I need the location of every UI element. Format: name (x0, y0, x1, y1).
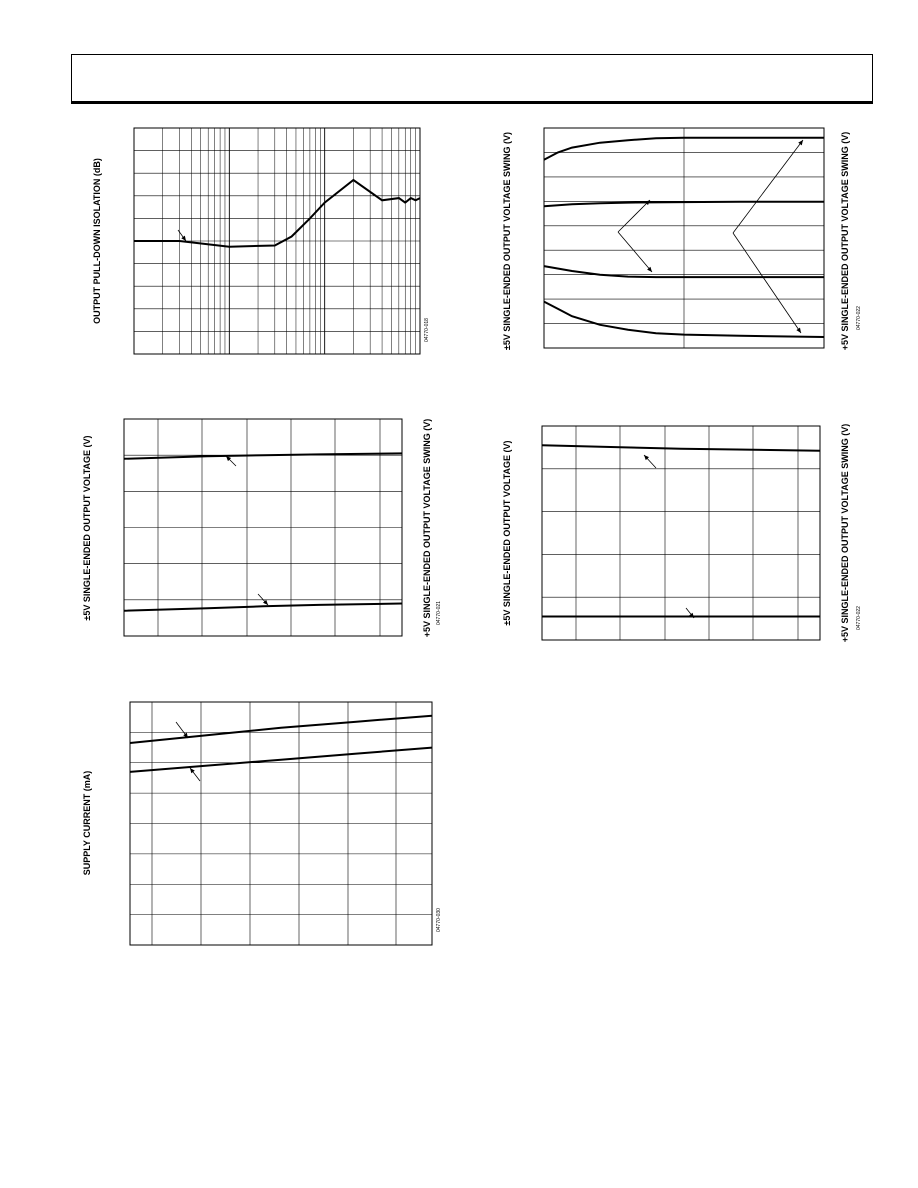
annotation-arrow (733, 140, 803, 233)
annotation-arrow (618, 232, 652, 272)
series-line-1 (134, 180, 420, 247)
annotation-arrow (618, 200, 650, 232)
series-line-2 (130, 748, 432, 772)
annotation-arrowhead (798, 140, 803, 145)
series-line-2 (124, 604, 402, 611)
y-axis-label-right: +5V SINGLE-ENDED OUTPUT VOLTAGE SWING (V) (422, 418, 432, 638)
chart-supply-current (82, 702, 442, 945)
y-axis-label: SUPPLY CURRENT (mA) (82, 770, 92, 876)
figure-id: 04770-018 (424, 318, 430, 342)
y-axis-label: ±5V SINGLE-ENDED OUTPUT VOLTAGE (V) (82, 435, 92, 621)
figure-id: 04770-022 (856, 606, 862, 630)
chart-output-voltage-single (502, 424, 862, 642)
annotation-arrowhead (796, 328, 801, 333)
y-axis-label: OUTPUT PULL-DOWN ISOLATION (dB) (92, 158, 102, 324)
figure-id: 04770-022 (856, 306, 862, 330)
y-axis-label-right: +5V SINGLE-ENDED OUTPUT VOLTAGE SWING (V) (840, 423, 850, 643)
y-axis-label-right: +5V SINGLE-ENDED OUTPUT VOLTAGE SWING (V) (840, 131, 850, 351)
series-line-1 (124, 453, 402, 458)
series-line-1 (130, 716, 432, 743)
annotation-arrow (733, 233, 801, 333)
figure-id: 04770-030 (436, 908, 442, 932)
plot-frame (542, 426, 820, 640)
annotation-arrowhead (190, 768, 195, 773)
chart-isolation (92, 128, 430, 354)
y-axis-label: ±5V SINGLE-ENDED OUTPUT VOLTAGE SWING (V) (502, 131, 512, 351)
series-line-1 (542, 445, 820, 451)
y-axis-label: ±5V SINGLE-ENDED OUTPUT VOLTAGE (V) (502, 440, 512, 626)
chart-swing-dual (502, 128, 862, 350)
annotation-arrowhead (181, 236, 186, 241)
figure-id: 04770-021 (436, 601, 442, 625)
chart-output-voltage-dual (82, 419, 442, 637)
